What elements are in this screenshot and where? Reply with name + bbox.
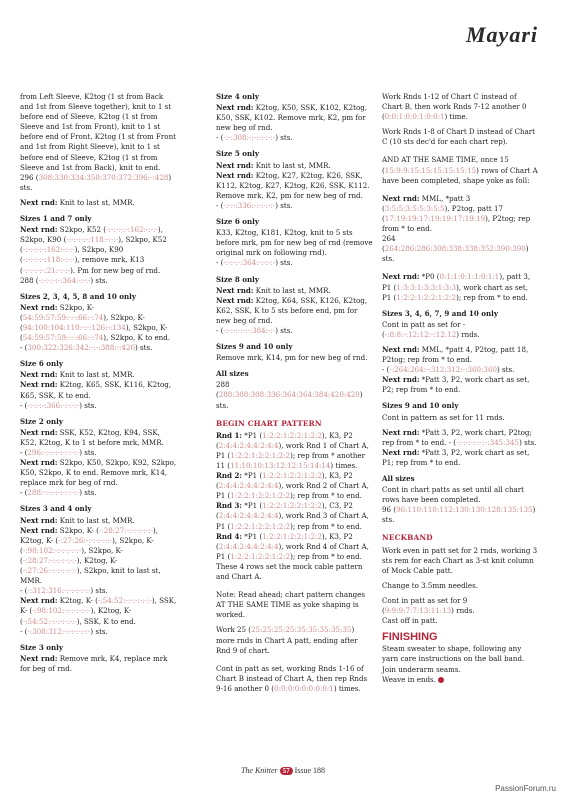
size-numbers: 54:59:57:59:-:-:66:-:74 bbox=[22, 333, 104, 343]
size-numbers: -:8:8:-:12:12:-:12:12 bbox=[384, 329, 457, 339]
text: ) sts. bbox=[382, 244, 529, 264]
text: S2kpo, K52 ( bbox=[57, 225, 107, 235]
text: ), K3, P2 ( bbox=[216, 471, 353, 491]
paragraph bbox=[20, 370, 177, 410]
text: ), work Rnd 2 of Chart A, P1 ( bbox=[216, 481, 369, 501]
text: ) times. bbox=[333, 683, 361, 693]
size-numbers: -:312:316:-:-:-:-:-:- bbox=[27, 586, 91, 596]
next-rnd-label: Next rnd: bbox=[216, 160, 254, 170]
paragraph bbox=[216, 501, 373, 531]
size-numbers: -:264:264:-:312:312:-:360:360 bbox=[389, 365, 497, 375]
paragraph: Cont in pattern as set for 11 rnds. bbox=[382, 412, 505, 422]
paragraph bbox=[20, 225, 177, 286]
size-numbers: 0:0:1:0:0:1:0:0:1 bbox=[384, 112, 445, 122]
text: ) sts. bbox=[90, 586, 108, 596]
text: Knit to last st, MMR. bbox=[57, 515, 135, 525]
paragraph bbox=[216, 161, 373, 211]
size-numbers: -:-:-:-:-:118:-:-:- bbox=[66, 235, 119, 245]
next-rnd-label: Next rnd: bbox=[20, 653, 58, 663]
paragraph: Change to 3.5mm needles. bbox=[382, 580, 479, 590]
text: ) sts. bbox=[275, 325, 293, 335]
next-rnd-label: Next rnd: bbox=[216, 285, 254, 295]
section-heading: Size 3 only bbox=[20, 642, 63, 652]
section-heading: Size 2 only bbox=[20, 416, 63, 426]
text: - ( bbox=[20, 586, 28, 596]
next-rnd-label: Next rnd: bbox=[20, 458, 58, 468]
size-numbers: -:28:27:-:-:-:-:-:- bbox=[22, 555, 77, 565]
size-numbers: -:27:26:-:-:-:-:-:- bbox=[22, 566, 77, 576]
text: ), work chart as set, P1 ( bbox=[382, 282, 528, 302]
text: - ( bbox=[20, 488, 28, 498]
section-heading-red: NECKBAND bbox=[382, 533, 433, 543]
size-numbers: 2:4:4:2:4:4:2:4:4 bbox=[218, 481, 279, 491]
text: ), work Rnd 3 of Chart A, P1 ( bbox=[216, 511, 369, 531]
size-numbers: -:-:-:-:366:-:-:-:- bbox=[27, 400, 80, 410]
text: ), P2tog; rep from * to end. bbox=[382, 213, 531, 234]
text: - ( bbox=[382, 365, 390, 375]
next-rnd-label: Next rnd: bbox=[20, 380, 58, 390]
size-numbers: 1:2:2:1:2:2:1:2:2 bbox=[262, 531, 322, 541]
paragraph bbox=[216, 286, 373, 336]
text: - ( bbox=[20, 343, 28, 353]
page-title: Mayari bbox=[466, 22, 538, 47]
size-numbers: 1:2:2:1:2:2:1:2:2 bbox=[230, 551, 291, 561]
text: ), S2kpo, K90 ( bbox=[20, 245, 124, 265]
section-heading: Sizes 2, 3, 4, 5, 8 and 10 only bbox=[20, 291, 136, 301]
column-2 bbox=[216, 92, 373, 699]
section-heading: Size 5 only bbox=[216, 149, 259, 159]
text: - ( bbox=[216, 325, 224, 335]
text: Remove mrk, K4, replace mrk for beg of rnd. bbox=[20, 653, 168, 673]
size-numbers: 2:4:4:2:4:4:2:4:4 bbox=[218, 511, 279, 521]
next-rnd-label: Next rnd: bbox=[20, 427, 58, 437]
next-rnd-label: Next rnd: bbox=[20, 515, 58, 525]
text: Knit to last st, MMR. bbox=[57, 370, 135, 380]
size-numbers: 1:2:2:1:2:2:1:2:2 bbox=[262, 471, 322, 481]
text: ), S2kpo, K- ( bbox=[20, 545, 123, 565]
issue-number: Issue 188 bbox=[294, 766, 326, 775]
section-heading: All sizes bbox=[382, 474, 415, 483]
text: Weave in ends. bbox=[382, 674, 436, 684]
text: K2tog, K27, K2tog, K26, SSK, K112, K2tog, K27, K2tog, K26, SSK, K112. Remove mrk, K2, pm for new beg of rnd. bbox=[216, 170, 370, 200]
text: ), S2kpo, K90 ( bbox=[20, 225, 163, 245]
text: *P1 ( bbox=[242, 471, 263, 481]
text: - ( bbox=[216, 258, 224, 268]
size-numbers: -:-:-:-:364:-:-:-:- bbox=[223, 258, 276, 268]
size-numbers: 54:59:57:59:-:-:66:-:74 bbox=[22, 312, 104, 322]
text: Cont in patt as set, working Rnds 1-16 of Chart B instead of Chart A, then rep Rnds 9-16 another 0 ( bbox=[216, 663, 368, 693]
size-numbers: 15:9:9:15:15:15:15:15:15 bbox=[384, 165, 477, 175]
size-numbers: 288:308:308:336:364:364:384:420:420 bbox=[218, 390, 360, 400]
size-numbers: 25:25:25:25:35:35:35:35:35 bbox=[251, 625, 352, 635]
text: ); rep from * to end. bbox=[290, 551, 362, 561]
section-heading: Size 4 only bbox=[216, 92, 259, 101]
text: ) sts. bbox=[519, 437, 537, 447]
text: ), work Rnd 4 of Chart A, P1 ( bbox=[216, 541, 369, 561]
text: ), remove mrk, K13 ( bbox=[20, 255, 145, 275]
section-heading: Size 6 only bbox=[216, 217, 259, 227]
text: ) sts. bbox=[496, 365, 515, 375]
rnd-label: Rnd 4: bbox=[216, 531, 243, 541]
text: *P1 ( bbox=[242, 430, 263, 440]
paragraph bbox=[216, 532, 373, 562]
section-heading: Sizes 1 and 7 only bbox=[20, 214, 92, 224]
rnd-label: Rnd 3: bbox=[216, 501, 243, 511]
text: ) sts. bbox=[275, 200, 293, 210]
text: ); rep from * to end. bbox=[290, 521, 362, 531]
text: 288 ( bbox=[216, 380, 230, 400]
text: K2tog, K50, SSK, K102, K2tog, K50, SSK, K102. Remove mrk, K2, pm for new beg of rnd. bbox=[216, 103, 368, 133]
text: ), S2kpo, knit to last st, MMR. bbox=[20, 566, 161, 586]
magazine-name: The Knitter bbox=[240, 766, 278, 775]
text: ), K2tog, K- ( bbox=[20, 606, 132, 626]
next-rnd-label: Next rnd: bbox=[20, 302, 58, 312]
text: *Patt 3, P2, work chart, P2tog; rep from * to end. - ( bbox=[382, 427, 532, 447]
size-numbers: -:-:-:-:-:118:-:-:- bbox=[22, 255, 75, 265]
next-rnd-label: Next rnd: bbox=[382, 427, 420, 437]
text: ), SSK, K to end. bbox=[76, 616, 136, 626]
paragraph bbox=[20, 654, 177, 674]
size-numbers: -:98:102:-:-:-:-:-:- bbox=[32, 606, 91, 616]
paragraph bbox=[20, 92, 177, 193]
next-rnd-label: Next rnd: bbox=[216, 295, 254, 305]
section-heading: Sizes 9 and 10 only bbox=[216, 342, 293, 352]
paragraph bbox=[382, 596, 539, 626]
size-numbers: -:-:-:336:-:-:-:-:- bbox=[223, 200, 276, 210]
text: *Patt 3, P2, work chart as set, P2; rep from * to end. bbox=[382, 375, 530, 395]
text: ), K3, P2 ( bbox=[216, 430, 353, 450]
text: - ( bbox=[216, 133, 224, 143]
text: ) more rnds in Chart A patt, ending after Rnd 9 of chart. bbox=[216, 625, 358, 655]
paragraph bbox=[216, 103, 373, 143]
text: ), K2tog, K- ( bbox=[20, 525, 158, 545]
text: ) sts. bbox=[79, 400, 97, 410]
text: ) time. bbox=[444, 112, 468, 122]
paragraph bbox=[382, 320, 539, 340]
text: MML, *patt 3 ( bbox=[382, 193, 471, 213]
text: ), SSK, K- ( bbox=[20, 596, 177, 616]
text: ) rows of Chart A have been completed, shape yoke as foll: bbox=[382, 165, 538, 185]
paragraph: Work Rnds 1-8 of Chart D instead of Chart C (10 sts dec'd for each chart rep). bbox=[382, 127, 536, 147]
size-numbers: 2:4:4:2:4:4:2:4:4 bbox=[218, 440, 279, 450]
text: ), K3, P2 ( bbox=[216, 531, 353, 551]
text: - ( bbox=[20, 626, 28, 636]
paragraph bbox=[20, 198, 177, 208]
size-numbers: 11:10:10:13:12:12:15:14:14 bbox=[230, 461, 331, 470]
paragraph: Note: Read ahead; chart pattern changes AT THE SAME TIME as yoke shaping is worked. bbox=[216, 590, 366, 620]
text: *P0 ( bbox=[419, 272, 440, 282]
text: ) sts. bbox=[79, 448, 97, 457]
paragraph bbox=[216, 471, 373, 501]
text: 264 ( bbox=[382, 234, 396, 254]
text: 296 ( bbox=[20, 172, 39, 182]
next-rnd-label: Next rnd: bbox=[20, 225, 58, 235]
column-1 bbox=[20, 92, 177, 679]
text: K33, K2tog, K181, K2tog, knit to 5 sts before mrk, pm for new beg of rnd (remove original mrk on following rnd). bbox=[216, 228, 373, 258]
section-heading: Size 8 only bbox=[216, 274, 259, 284]
size-numbers: -:98:102:-:-:-:-:-:- bbox=[22, 545, 82, 555]
size-numbers: -:54:52:-:-:-:-:-:- bbox=[97, 596, 152, 606]
size-numbers: -:-:308:-:-:-:-:-:- bbox=[223, 133, 276, 143]
section-heading: Sizes 3 and 4 only bbox=[20, 504, 92, 514]
text: - ( bbox=[20, 400, 28, 410]
size-numbers: 96:110:110:112:130:130:128:135:135 bbox=[396, 505, 533, 515]
paragraph bbox=[382, 428, 539, 468]
size-numbers: -:-:-:-:-:-:-:345:345 bbox=[456, 437, 520, 447]
paragraph bbox=[382, 155, 539, 185]
paragraph bbox=[382, 644, 539, 684]
text: ) sts. bbox=[20, 172, 172, 192]
text: Cont in chart patts as set until all chart rows have been completed. bbox=[382, 485, 524, 505]
size-numbers: 1:2:2:1:2:2:1:2:2 bbox=[230, 491, 291, 501]
size-numbers: -:54:52:-:-:-:-:-:- bbox=[22, 616, 77, 626]
page-footer bbox=[0, 766, 566, 775]
text: Cont in patt as set for 9 ( bbox=[382, 595, 468, 616]
text: ) sts. bbox=[216, 390, 363, 410]
size-numbers: 300:322:326:342:-:-:388:-:420 bbox=[27, 343, 135, 353]
section-heading: All sizes bbox=[216, 369, 249, 379]
size-numbers: 1:2:2:1:2:2:1:2:2 bbox=[262, 430, 322, 440]
size-numbers: 1:3:3:1:3:3:1:3:3 bbox=[396, 282, 457, 292]
paragraph bbox=[20, 303, 177, 353]
text: S2kpo, K50, S2kpo, K92, S2kpo, K50, S2kpo, K to end. Remove mrk, K14, replace mrk for beg of rnd. bbox=[20, 458, 177, 488]
text: K2tog, K64, SSK, K126, K2tog, K62, SSK, K to 5 sts before end, pm for new beg of rnd. bbox=[216, 295, 368, 325]
column-3 bbox=[382, 92, 539, 690]
text: *P1 ( bbox=[242, 531, 263, 541]
size-numbers: 2:4:4:2:4:4:2:4:4 bbox=[218, 541, 279, 551]
next-rnd-label: Next rnd: bbox=[382, 447, 420, 457]
size-numbers: 296:-:-:-:-:-:-:-:- bbox=[27, 448, 80, 457]
size-numbers: 0:1:1:0:1:1:0:1:1 bbox=[439, 272, 500, 282]
section-heading: Sizes 9 and 10 only bbox=[382, 401, 459, 411]
text: Knit to last st, MMR. bbox=[253, 285, 331, 295]
text: ) sts. bbox=[90, 626, 108, 636]
size-numbers: -:-:-:-:-:162:-:-:- bbox=[22, 245, 75, 255]
text: ), P2tog, patt 17 ( bbox=[382, 203, 504, 223]
text: ) rnds. bbox=[451, 606, 475, 616]
text: Cont in patt as set for - ( bbox=[382, 319, 466, 339]
size-numbers: 17:19:19:17:19:19:17:19:19 bbox=[384, 213, 486, 223]
text: ), patt 3, P1 ( bbox=[382, 272, 531, 292]
text: Work Rnds 1-12 of Chart C instead of Chart B, then work Rnds 7-12 another 0 ( bbox=[382, 92, 527, 122]
text: ); rep from * to end. bbox=[290, 491, 362, 501]
text: S2kpo, K- ( bbox=[57, 525, 99, 535]
text: Work 25 ( bbox=[216, 625, 252, 635]
size-numbers: -:308:312:-:-:-:-:-:- bbox=[27, 626, 91, 636]
size-numbers: 0:0:0:0:0:0:0:0:1 bbox=[274, 683, 334, 693]
text: ) rnds. bbox=[456, 329, 480, 339]
next-rnd-label: Next rnd: bbox=[20, 596, 58, 606]
size-numbers: 1:2:2:1:2:2:1:2:2 bbox=[230, 521, 291, 531]
size-numbers: 94:100:104:110:-:-:126:-:134 bbox=[22, 322, 126, 332]
paragraph bbox=[216, 380, 373, 410]
next-rnd-label: Next rnd: bbox=[20, 525, 58, 535]
next-rnd-label: Next rnd: bbox=[382, 344, 420, 354]
rnd-label: Rnd 2: bbox=[216, 471, 243, 481]
paragraph: These 4 rows set the mock cable pattern and Chart A. bbox=[216, 561, 363, 582]
paragraph bbox=[20, 516, 177, 637]
section-heading-red: BEGIN CHART PATTERN bbox=[216, 418, 322, 428]
size-numbers: 1:2:2:1:2:2:1:2:2 bbox=[396, 292, 457, 302]
paragraph bbox=[382, 194, 539, 265]
text: ). Pm for new beg of rnd. bbox=[70, 265, 161, 275]
paragraph bbox=[216, 664, 373, 694]
paragraph: Work even in patt set for 2 rnds, working 3 sts rem for each Chart as 3-st knit column of Mock Cable patt. bbox=[382, 545, 538, 575]
text: ), S2kpo, K- ( bbox=[20, 312, 145, 332]
text: ) times. bbox=[330, 461, 358, 470]
next-rnd-label: Next rnd: bbox=[216, 103, 254, 113]
page-number: 57 bbox=[280, 767, 293, 775]
text: Steam sweater to shape, following any yarn care instructions on the ball band. bbox=[382, 644, 525, 664]
text: - ( bbox=[216, 200, 224, 210]
watermark: PassionForum.ru bbox=[495, 784, 556, 793]
paragraph bbox=[216, 625, 373, 655]
text: Knit to last st, MMR. bbox=[57, 197, 135, 207]
size-numbers: -:-:-:-:-:162:-:-:- bbox=[106, 225, 158, 235]
section-heading: Sizes 3, 4, 6, 7, 9 and 10 only bbox=[382, 308, 498, 318]
size-numbers: -:27:26:-:-:-:-:-:- bbox=[58, 535, 113, 545]
size-numbers: 288:-:-:-:-:-:-:-:- bbox=[27, 488, 80, 498]
paragraph bbox=[216, 228, 373, 268]
text: ) sts. bbox=[79, 488, 97, 498]
text: Cast off in patt. bbox=[382, 616, 438, 626]
text: ) sts. bbox=[382, 505, 536, 525]
size-numbers: 1:2:2:1:2:2:1:2:2 bbox=[262, 501, 322, 511]
text: from Left Sleeve, K2tog (1 st from Back and 1st from Sleeve together), knit to 1 st before end of Sleeve, K2tog (1 st from Sleeve and 1st from Front), knit to 1 st before end of Front, K2tog (1 st from Front and 1st from Right Sleeve), knit to 1 st before end of Sleeve, K2tog (1 st from Sleeve and 1st from Back), knit to end. bbox=[20, 92, 176, 172]
text: ); rep from * another 11 ( bbox=[216, 450, 366, 470]
text: K2tog, K- ( bbox=[57, 596, 98, 606]
size-numbers: -:-:-:-:-:-:384:-:- bbox=[223, 325, 276, 335]
text: ) sts. bbox=[275, 133, 293, 143]
text: Knit to last st, MMR. bbox=[253, 160, 331, 170]
end-mark-icon bbox=[438, 677, 444, 683]
paragraph bbox=[382, 485, 539, 525]
size-numbers: 1:2:2:1:2:2:1:2:2 bbox=[230, 450, 291, 460]
next-rnd-label: Next rnd: bbox=[20, 197, 58, 207]
text: MML, *patt 4, P2tog, patt 18, P2tog; rep from * to end. bbox=[382, 344, 529, 365]
text: *P1 ( bbox=[242, 501, 263, 511]
text: ), S2kpo, K- ( bbox=[20, 322, 168, 343]
text: ) sts. bbox=[90, 275, 108, 285]
size-numbers: -:28:27:-:-:-:-:-:- bbox=[98, 525, 153, 535]
next-rnd-label: Next rnd: bbox=[382, 193, 420, 203]
paragraph bbox=[382, 345, 539, 395]
text: AND AT THE SAME TIME, once 15 ( bbox=[382, 155, 509, 175]
text: 288 ( bbox=[20, 275, 39, 285]
text: ), S2kpo, K- ( bbox=[20, 535, 154, 555]
text: K2tog, K65, SSK, K116, K2tog, K65, SSK, K to end. bbox=[20, 380, 172, 400]
text: ), S2kpo, K to end. bbox=[103, 333, 171, 343]
size-numbers: -:-:-:-:-:21:-:-:- bbox=[22, 265, 71, 275]
next-rnd-label: Next rnd: bbox=[216, 170, 254, 180]
paragraph bbox=[216, 431, 373, 471]
text: ), work Rnd 1 of Chart A, P1 ( bbox=[216, 440, 369, 460]
finishing-heading: FINISHING bbox=[382, 631, 438, 644]
text: ) sts. bbox=[134, 343, 153, 353]
size-numbers: 3:5:5:3:5:5:3:5:5 bbox=[384, 203, 445, 213]
text: ), C3, P2 ( bbox=[216, 501, 353, 521]
text: ); rep from * to end. bbox=[456, 292, 528, 302]
text: S2kpo, K- ( bbox=[20, 302, 94, 322]
text: ), S2kpo, K52 ( bbox=[20, 235, 167, 255]
paragraph: Remove mrk, K14, pm for new beg of rnd. bbox=[216, 353, 368, 363]
text: *Patt 3, P2, work chart as set, P1; rep from * to end. bbox=[382, 447, 530, 467]
text: SSK, K52, K2tog, K94, SSK, K52, K2tog, K to 1 st before mrk, MMR. bbox=[20, 427, 164, 447]
text: 96 ( bbox=[382, 505, 397, 515]
paragraph bbox=[20, 428, 177, 499]
paragraph bbox=[382, 92, 539, 122]
size-numbers: 308:330:334:350:370:372:396:-:428 bbox=[38, 172, 169, 182]
size-numbers: 264:286:286:308:338:338:352:390:390 bbox=[384, 244, 526, 254]
next-rnd-label: Next rnd: bbox=[382, 375, 420, 385]
size-numbers: 9:9:9:7:7:13:11:13 bbox=[384, 606, 452, 616]
text: - ( bbox=[20, 448, 28, 457]
next-rnd-label: Next rnd: bbox=[20, 370, 58, 380]
paragraph bbox=[382, 272, 539, 302]
text: ) sts. bbox=[275, 258, 293, 268]
text: ), K2tog, K- ( bbox=[20, 555, 118, 576]
text: Join underarm seams. bbox=[382, 664, 461, 674]
size-numbers: -:-:-:-:-:364:-:-:- bbox=[38, 275, 91, 285]
section-heading: Size 6 only bbox=[20, 359, 63, 369]
rnd-label: Rnd 1: bbox=[216, 430, 243, 440]
next-rnd-label: Next rnd: bbox=[382, 272, 420, 282]
